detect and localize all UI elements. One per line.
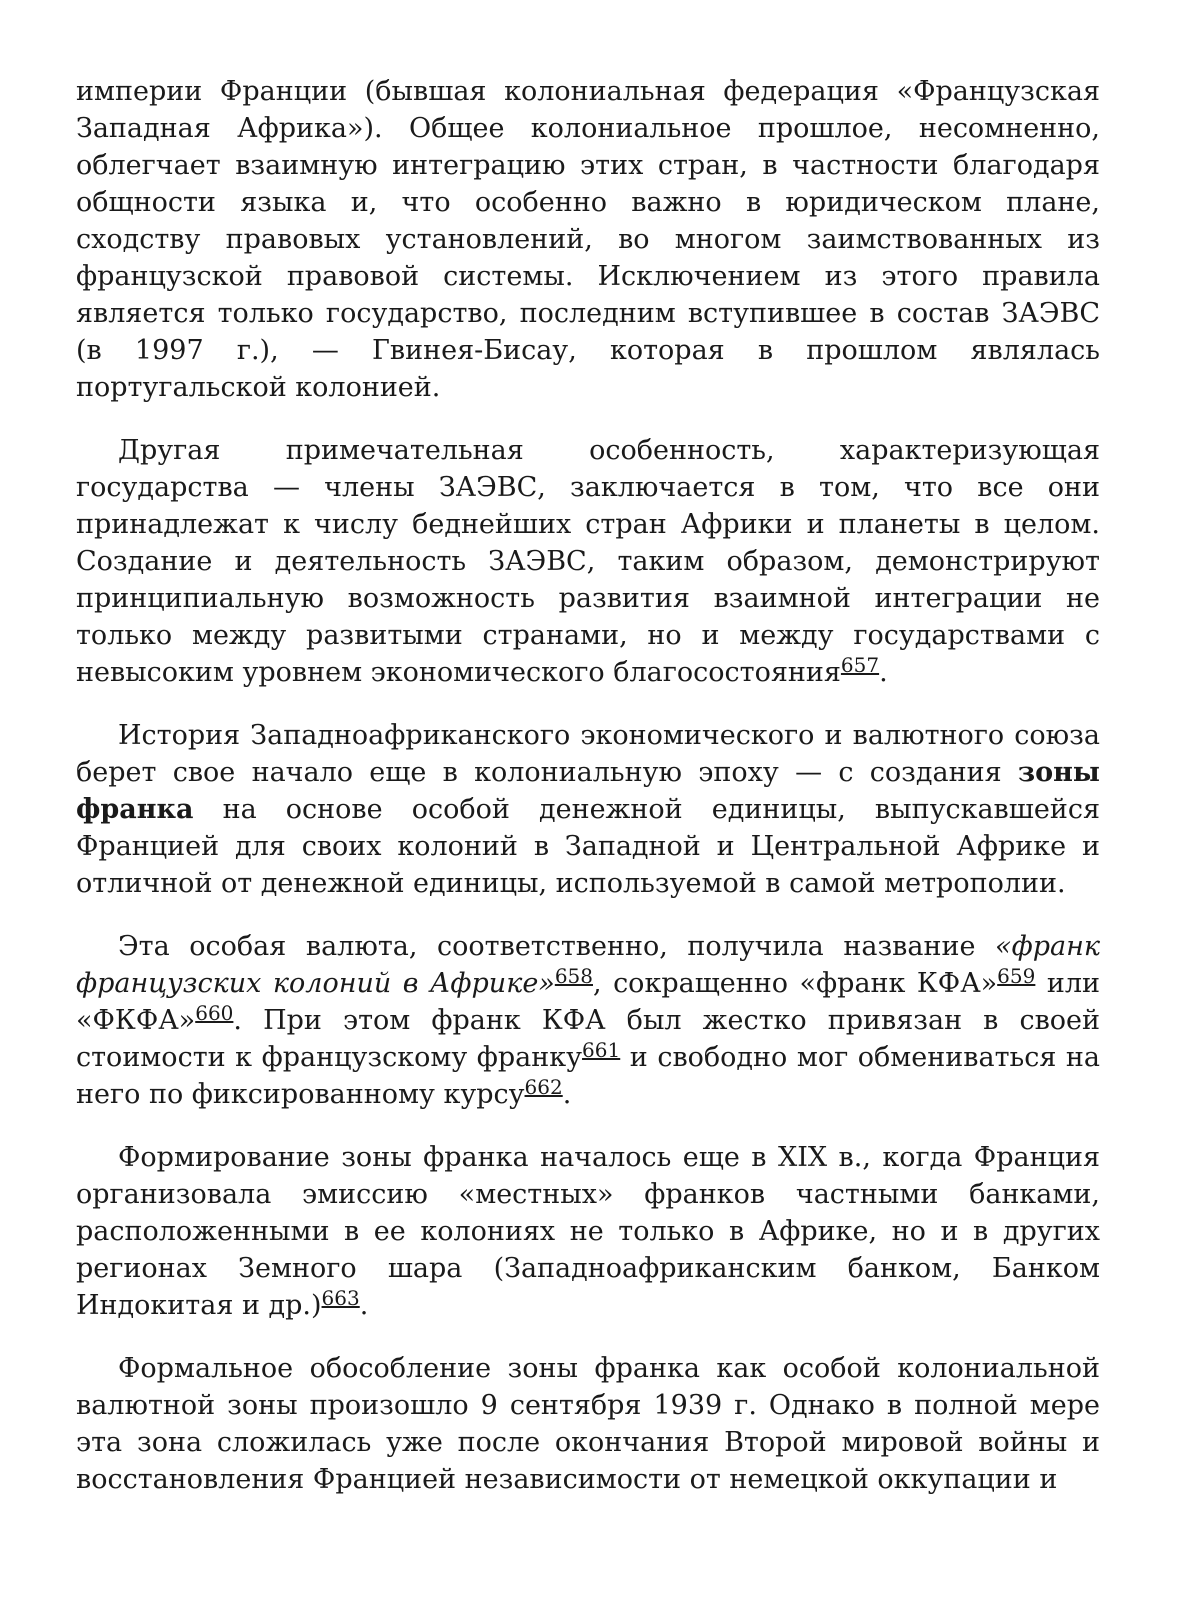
body-paragraph	[76, 1139, 1100, 1324]
paragraph-text: .	[562, 1079, 572, 1110]
body-paragraph	[76, 432, 1100, 691]
paragraph-text: Формальное обособление зоны франка как особой колониальной валютной зоны произошло 9 сентября 1939 г. Однако в полной мере эта зона сложилась уже после окончания Второй мировой войны и восстановления Францией независимости от немецкой оккупации и	[76, 1353, 1100, 1495]
paragraph-text: империи Франции (бывшая колониальная федерация «Французская Западная Африка»). Общее колониальное прошлое, несомненно, облегчает взаимную интеграцию этих стран, в частности благодаря общности языка и, что особенно важно в юридическом плане, сходству правовых установлений, во многом заимствованных из французской правовой системы. Исключением из этого правила является только государство, последним вступившее в состав ЗАЭВС (в 1997 г.), — Гвинея-Бисау, которая в прошлом являлась португальской колонией.	[76, 76, 1100, 403]
paragraph-text: История Западноафриканского экономического и валютного союза берет свое начало еще в колониальную эпоху — с создания	[76, 720, 1100, 788]
paragraph-text: .	[359, 1290, 369, 1321]
paragraph-text: на основе особой денежной единицы, выпускавшейся Францией для своих колоний в Западной и Центральной Африке и отличной от денежной единицы, используемой в самой метрополии.	[76, 794, 1100, 899]
paragraph-text: Формирование зоны франка началось еще в XIX в., когда Франция организовала эмиссию «местных» франков частными банками, расположенными в ее колониях не только в Африке, но и в других регионах Земного шара (Западноафриканским банком, Банком Индокитая и др.)	[76, 1142, 1100, 1321]
paragraph-text: Эта особая валюта, соответственно, получила название	[118, 931, 996, 962]
bold-term: зоны франка	[76, 757, 1100, 825]
body-paragraph	[76, 73, 1100, 406]
document-page	[76, 73, 1100, 1498]
italic-term: «франк французских колоний в Африке»	[76, 931, 1100, 999]
footnote-link[interactable]: 660	[195, 1001, 234, 1025]
paragraph-text: Другая примечательная особенность, характеризующая государства — члены ЗАЭВС, заключается в том, что все они принадлежат к числу беднейших стран Африки и планеты в целом. Создание и деятельность ЗАЭВС, таким образом, демонстрируют принципиальную возможность развития взаимной интеграции не только между развитыми странами, но и между государствами с невысоким уровнем экономического благосостояния	[76, 435, 1100, 688]
paragraph-text: или «ФКФА»	[76, 968, 1100, 1036]
body-paragraph	[76, 717, 1100, 902]
footnote-link[interactable]: 659	[997, 964, 1036, 988]
body-paragraph	[76, 928, 1100, 1113]
footnote-link[interactable]: 658	[554, 964, 593, 988]
paragraph-text: .	[879, 657, 888, 688]
body-paragraph	[76, 1350, 1100, 1498]
footnote-link[interactable]: 663	[321, 1286, 360, 1310]
footnote-link[interactable]: 662	[524, 1075, 563, 1099]
footnote-link[interactable]: 657	[840, 653, 880, 677]
paragraph-text: и свободно мог обмениваться на него по фиксированному курсу	[76, 1042, 1100, 1110]
paragraph-text: , сокращенно «франк КФА»	[593, 968, 998, 999]
paragraph-text: . При этом франк КФА был жестко привязан в своей стоимости к французскому франку	[76, 1005, 1100, 1073]
footnote-link[interactable]: 661	[582, 1038, 621, 1062]
